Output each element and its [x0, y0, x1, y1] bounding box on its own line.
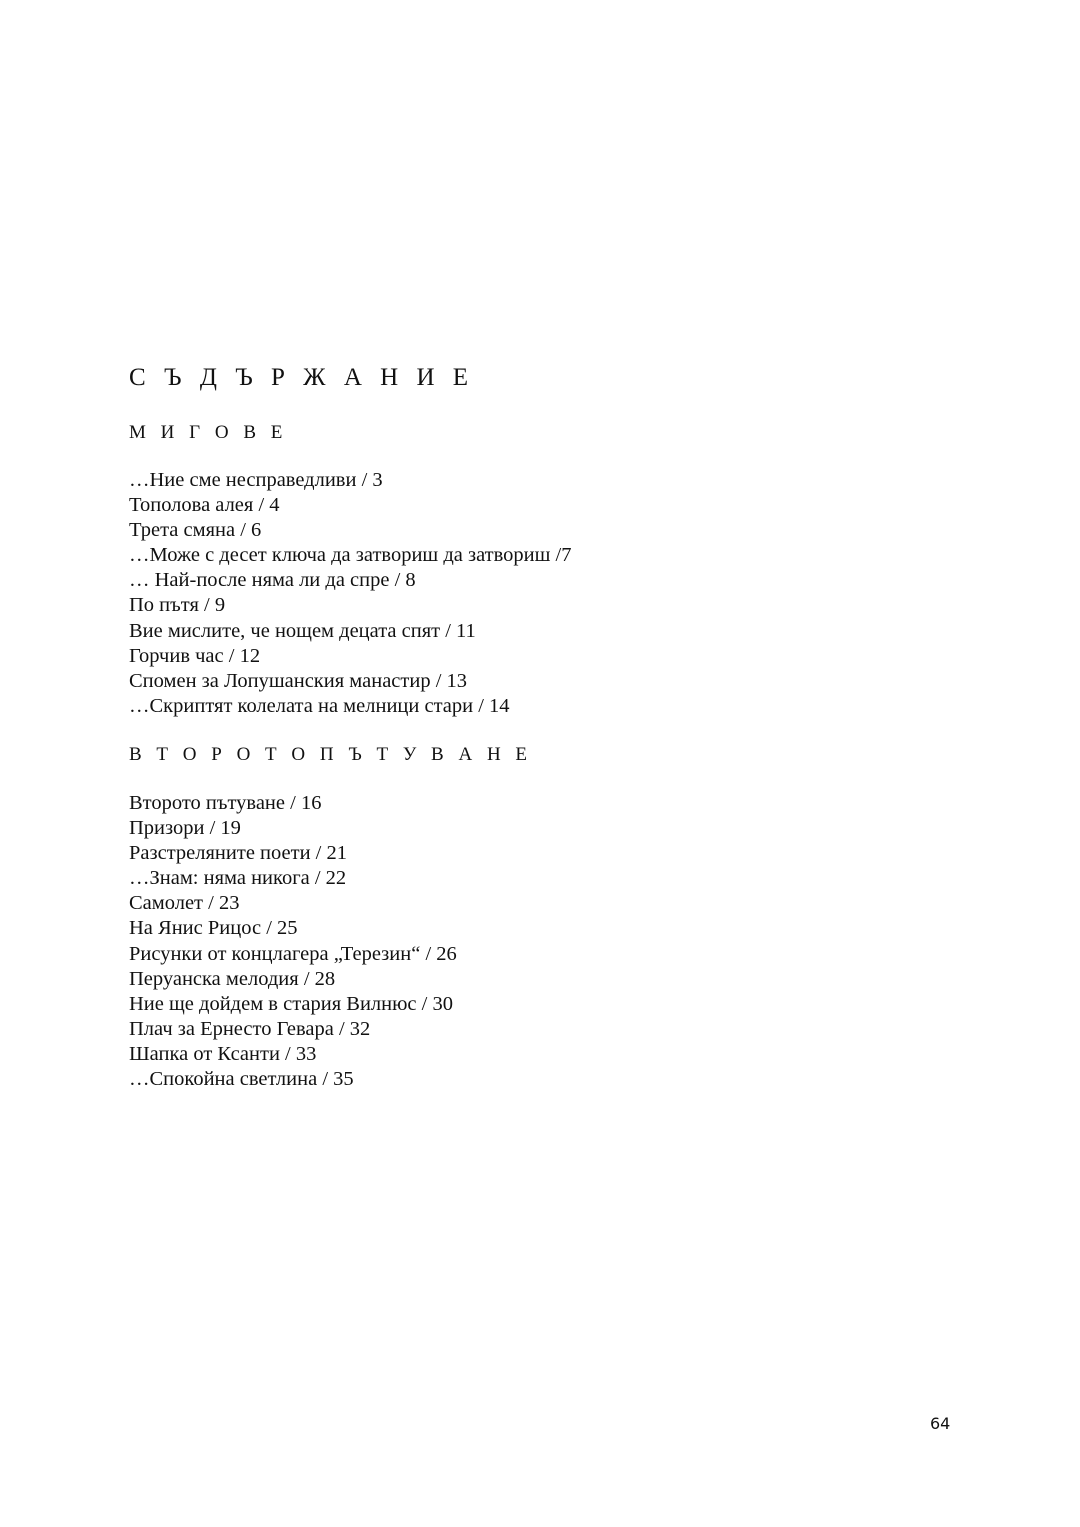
toc-entry: Рисунки от концлагера „Терезин“ / 26	[129, 942, 457, 965]
toc-entry: …Може с десет ключа да затвориш да затвориш /7	[129, 544, 572, 567]
toc-title: С Ъ Д Ъ Р Ж А Н И Е	[129, 364, 475, 391]
toc-entry: …Знам: няма никога / 22	[129, 867, 347, 890]
toc-entry: …Спокойна светлина / 35	[129, 1068, 354, 1091]
toc-entry: … Най-после няма ли да спре / 8	[129, 569, 416, 592]
toc-entry: Перуанска мелодия / 28	[129, 967, 336, 990]
section-heading-vtoroto-patuvane: В Т О Р О Т О П Ъ Т У В А Н Е	[129, 744, 533, 765]
toc-entry: …Ние сме несправедливи / 3	[129, 469, 383, 491]
toc-entry: Тополова алея / 4	[129, 494, 280, 517]
section-heading-migove: М И Г О В Е	[129, 422, 288, 443]
toc-entry: Плач за Ернесто Гевара / 32	[129, 1017, 371, 1040]
toc-entry: Спомен за Лопушанския манастир / 13	[129, 669, 468, 692]
toc-entry: Шапка от Ксанти / 33	[129, 1042, 317, 1065]
toc-entry-list-vtoroto-patuvane	[129, 791, 457, 1092]
toc-entry: Разстреляните поети / 21	[129, 842, 347, 865]
toc-entry: Призори / 19	[129, 817, 241, 840]
toc-entry: Трета смяна / 6	[129, 519, 262, 542]
toc-entry: …Скриптят колелата на мелници стари / 14	[129, 694, 510, 717]
toc-entry: По пътя / 9	[129, 594, 226, 617]
page-number: 64	[930, 1414, 951, 1433]
toc-entry: Второто пътуване / 16	[129, 792, 322, 814]
toc-entry: Горчив час / 12	[129, 644, 261, 667]
toc-entry: Самолет / 23	[129, 892, 240, 915]
toc-entry: Ние ще дойдем в стария Вилнюс / 30	[129, 992, 453, 1015]
toc-entry: Вие мислите, че нощем децата спят / 11	[129, 619, 476, 642]
toc-entry-list-migove	[129, 468, 571, 719]
toc-entry: На Янис Рицос / 25	[129, 917, 298, 940]
